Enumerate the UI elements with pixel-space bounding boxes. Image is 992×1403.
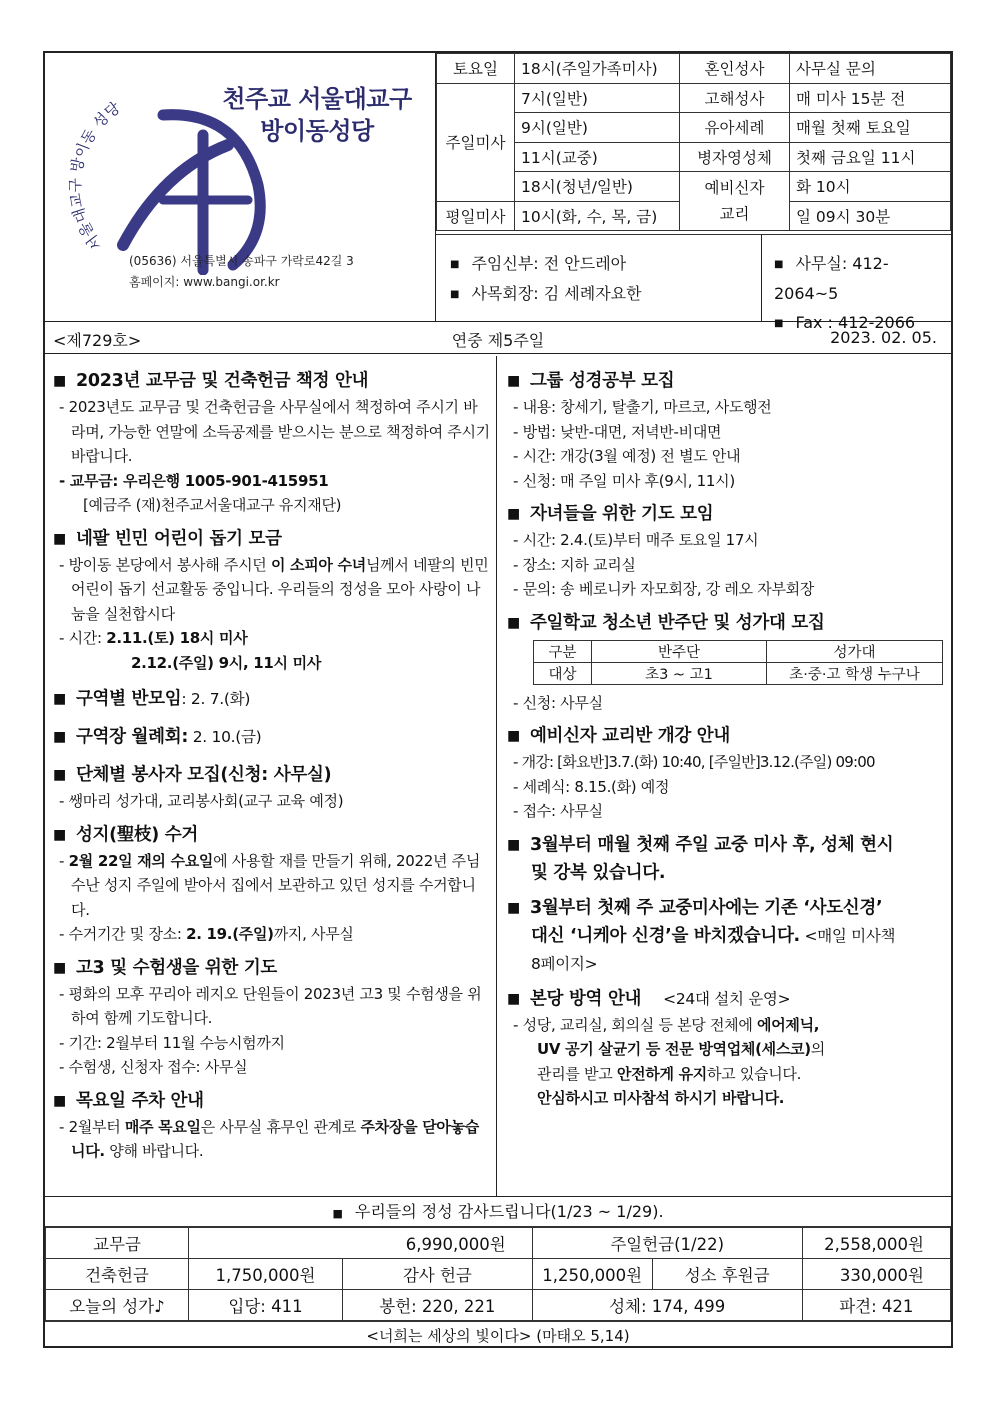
section-value: 2. 10.(금) bbox=[188, 728, 262, 746]
section-children-prayer bbox=[507, 500, 945, 602]
section-youth-choir bbox=[507, 609, 945, 716]
square-bullet-icon: ■ bbox=[53, 729, 66, 745]
contact-info bbox=[762, 234, 951, 332]
section-title: 네팔 빈민 어린이 돕기 모금 bbox=[75, 528, 282, 549]
address-block bbox=[129, 251, 354, 293]
office-phone: 사무실: 412-2064~5 bbox=[774, 254, 889, 303]
church-name bbox=[197, 83, 437, 147]
section-exam-prayer bbox=[53, 954, 490, 1080]
hymn-entrance: 입당: 411 bbox=[189, 1290, 343, 1321]
table-cell: 주일헌금(1/22) bbox=[532, 1228, 802, 1259]
offering-title bbox=[45, 1197, 951, 1227]
square-bullet-icon: ■ bbox=[507, 506, 520, 522]
list-item: - 기간: 2월부터 11월 수능시험까지 bbox=[59, 1033, 285, 1052]
sun-mass-4: 18시(청년/일반) bbox=[515, 172, 680, 202]
bullet-icon: ■ bbox=[332, 1207, 343, 1220]
church-name-line2: 방이동성당 bbox=[260, 117, 374, 145]
section-palm-collection bbox=[53, 821, 490, 947]
bullet-icon: ■ bbox=[774, 318, 784, 329]
section-title: 단체별 봉사자 모집(신청: 사무실) bbox=[75, 765, 332, 785]
list-item: - 시간: 개강(3월 예정) 전 별도 안내 bbox=[513, 447, 741, 465]
hymn-offertory: 봉헌: 220, 221 bbox=[343, 1290, 533, 1321]
section-bible-study bbox=[507, 367, 945, 493]
section-value: : 2. 7.(화) bbox=[181, 690, 251, 708]
wedding-val: 사무실 문의 bbox=[790, 54, 951, 84]
header bbox=[45, 53, 951, 332]
mass-schedule-table bbox=[436, 53, 951, 231]
table-cell: 330,000원 bbox=[802, 1259, 950, 1290]
catechumen-val-2: 일 09시 30분 bbox=[790, 201, 951, 231]
section-title: 3월부터 첫째 주 교중미사에는 기존 ‘사도신경’ bbox=[529, 897, 883, 918]
church-name-line1: 천주교 서울대교구 bbox=[222, 85, 412, 113]
section-catechumen bbox=[507, 722, 945, 824]
sun-mass-2: 9시(일반) bbox=[515, 113, 680, 143]
list-item-cont: 안심하시고 미사참석 하시기 바랍니다. bbox=[537, 1089, 785, 1107]
svg-text:서울대교구 방이동 성당 bbox=[66, 98, 124, 253]
section-title-cont: 및 강복 있습니다. bbox=[531, 862, 666, 883]
council-chair: 사목회장: 김 세례자요한 bbox=[471, 284, 642, 303]
section-title: 3월부터 매월 첫째 주일 교중 미사 후, 성체 현시 bbox=[529, 834, 894, 855]
section-thursday-parking bbox=[53, 1087, 490, 1164]
sat-time: 18시(주일가족미사) bbox=[515, 54, 680, 84]
list-item: - 방법: 낮반-대면, 저녁반-비대면 bbox=[513, 422, 722, 441]
section-subtitle: <24대 설치 운영> bbox=[663, 989, 791, 1008]
table-cell: 감사 헌금 bbox=[343, 1259, 533, 1290]
section-title-cont: 대신 ‘니케아 신경’을 바치겠습니다. bbox=[531, 925, 800, 946]
list-item: - 방이동 본당에서 봉사해 주시던 이 소피아 수녀님께서 네팔의 빈민 어린이 돕기 선교활동 중입니다. 우리들의 정성을 모아 사랑이 나눔을 실천합시다 bbox=[59, 555, 489, 623]
list-item: - 시간: 2.11.(토) 18시 미사 bbox=[59, 629, 248, 647]
list-item: - 신청: 매 주일 미사 후(9시, 11시) bbox=[513, 471, 735, 490]
catechumen-label-2: 교리 bbox=[719, 205, 750, 223]
list-item: - 2023년도 교무금 및 건축헌금을 사무실에서 책정하여 주시기 바라며, 가능한 연말에 소득공제를 받으시는 분으로 책정하여 주시기 바랍니다. bbox=[59, 398, 490, 465]
square-bullet-icon: ■ bbox=[507, 728, 520, 744]
section-offering-notice bbox=[53, 367, 490, 518]
section-title: 목요일 주차 안내 bbox=[75, 1090, 204, 1111]
list-item: - 2월 22일 재의 수요일에 사용할 재를 만들기 위해, 2022년 주님 수난 성지 주일에 받아서 집에서 보관하고 있던 성지를 수거합니다. bbox=[59, 851, 481, 919]
section-nepal bbox=[53, 525, 490, 676]
seal-text: 서울대교구 방이동 성당 bbox=[66, 98, 124, 254]
square-bullet-icon: ■ bbox=[507, 899, 520, 916]
section-adoration bbox=[507, 831, 945, 887]
square-bullet-icon: ■ bbox=[53, 373, 66, 389]
issue-title: 연중 제5주일 bbox=[451, 331, 545, 350]
list-item: - 문의: 송 베로니카 자모회장, 강 레오 자부회장 bbox=[513, 580, 815, 598]
square-bullet-icon: ■ bbox=[53, 826, 66, 843]
issue-bar bbox=[45, 322, 951, 354]
sat-label: 토요일 bbox=[437, 54, 515, 84]
list-item: - 개강: [화요반]3.7.(화) 10:40, [주일반]3.12.(주일) 09:00 bbox=[513, 753, 875, 771]
list-item-cont: 관리를 받고 안전하게 유지하고 있습니다. bbox=[537, 1064, 802, 1083]
section-disinfection bbox=[507, 985, 945, 1111]
weekday-val: 10시(화, 수, 목, 금) bbox=[515, 201, 680, 231]
bullet-icon: ■ bbox=[450, 259, 460, 270]
section-district-meeting bbox=[53, 685, 490, 713]
table-cell: 성소 후원금 bbox=[652, 1259, 802, 1290]
list-item-cont: UV 공기 살균기 등 전문 방역업체(세스코)의 bbox=[537, 1040, 825, 1058]
fax: Fax : 412-2066 bbox=[795, 313, 916, 332]
wedding-label: 혼인성사 bbox=[680, 54, 790, 84]
section-leaders-meeting bbox=[53, 723, 490, 751]
issue-date: 2023. 02. 05. bbox=[830, 328, 937, 347]
table-cell: 교무금 bbox=[46, 1228, 189, 1259]
hymn-recessional: 파견: 421 bbox=[802, 1290, 950, 1321]
list-item: - 수거기간 및 장소: 2. 19.(주일)까지, 사무실 bbox=[59, 925, 354, 943]
section-title: 성지(聖枝) 수거 bbox=[75, 824, 198, 845]
section-volunteers bbox=[53, 761, 490, 814]
hymn-communion: 성체: 174, 499 bbox=[532, 1290, 802, 1321]
table-cell: 6,990,000원 bbox=[189, 1228, 533, 1259]
list-item: - 수험생, 신청자 접수: 사무실 bbox=[59, 1058, 248, 1076]
catechumen-val-1: 화 10시 bbox=[790, 172, 951, 202]
offering-footer bbox=[45, 1196, 951, 1349]
list-item: - 쌩마리 성가대, 교리봉사회(교구 교육 예정) bbox=[59, 792, 344, 810]
square-bullet-icon: ■ bbox=[507, 990, 520, 1007]
section-title: 주일학교 청소년 반주단 및 성가대 모집 bbox=[529, 612, 825, 633]
section-nicene-creed bbox=[507, 894, 945, 978]
table-header: 구분 bbox=[534, 640, 592, 662]
bulletin-page bbox=[43, 51, 953, 1348]
list-item: 2.12.(주일) 9시, 11시 미사 bbox=[131, 653, 322, 672]
list-item: - 2월부터 매주 목요일은 사무실 휴무인 관계로 주차장을 닫아놓습니다. 양해 바랍니다. bbox=[59, 1117, 479, 1160]
table-cell: 초3 ~ 고1 bbox=[592, 662, 767, 684]
left-column bbox=[45, 356, 497, 1196]
hymn-label: 오늘의 성가♪ bbox=[46, 1290, 189, 1321]
sun-label: 주일미사 bbox=[437, 83, 515, 201]
sick-communion-label: 병자영성체 bbox=[680, 142, 790, 172]
list-item: - 성당, 교리실, 회의실 등 본당 전체에 에어제닉, bbox=[513, 1015, 820, 1034]
list-item: - 내용: 창세기, 탈출기, 마르코, 사도행전 bbox=[513, 398, 772, 416]
bullet-icon: ■ bbox=[774, 259, 784, 270]
list-item: - 평화의 모후 꾸리아 레지오 단원들이 2023년 고3 및 수험생을 위하여 함께 기도합니다. bbox=[59, 984, 482, 1027]
right-column bbox=[497, 356, 951, 1196]
address: (05636) 서울특별시 송파구 가락로42길 3 bbox=[129, 254, 354, 268]
bible-verse: <너희는 세상의 빛이다> (마태오 5,14) bbox=[45, 1321, 951, 1349]
list-item: - 시간: 2.4.(토)부터 매주 토요일 17시 bbox=[513, 531, 759, 549]
table-cell: 2,558,000원 bbox=[802, 1228, 950, 1259]
section-title: 고3 및 수험생을 위한 기도 bbox=[75, 957, 278, 978]
square-bullet-icon: ■ bbox=[53, 767, 66, 783]
staff-info bbox=[436, 234, 762, 322]
weekday-label: 평일미사 bbox=[437, 201, 515, 231]
baptism-label: 유아세례 bbox=[680, 113, 790, 143]
section-title: 구역장 월례회: bbox=[75, 727, 189, 747]
section-title: 그룹 성경공부 모집 bbox=[529, 371, 675, 391]
square-bullet-icon: ■ bbox=[53, 959, 66, 976]
square-bullet-icon: ■ bbox=[53, 530, 66, 547]
sick-communion-val: 첫째 금요일 11시 bbox=[790, 142, 951, 172]
catechumen-label-1: 예비신자 bbox=[704, 179, 765, 197]
bullet-icon: ■ bbox=[450, 289, 460, 300]
section-title: 예비신자 교리반 개강 안내 bbox=[529, 726, 730, 746]
offering-title-text: 우리들의 정성 감사드립니다(1/23 ~ 1/29). bbox=[354, 1202, 664, 1221]
list-item: - 접수: 사무실 bbox=[513, 802, 603, 820]
bank-account: - 교무금: 우리은행 1005-901-415951 bbox=[59, 471, 329, 490]
section-title: 구역별 반모임 bbox=[75, 689, 182, 709]
offering-table bbox=[45, 1227, 951, 1321]
list-item: - 장소: 지하 교리실 bbox=[513, 555, 636, 574]
issue-number: <제729호> bbox=[53, 331, 142, 350]
table-cell: 건축헌금 bbox=[46, 1259, 189, 1290]
catechumen-label bbox=[680, 172, 790, 231]
table-cell: 초·중·고 학생 누구나 bbox=[767, 662, 943, 684]
list-item: - 신청: 사무실 bbox=[513, 693, 603, 712]
baptism-val: 매월 첫째 토요일 bbox=[790, 113, 951, 143]
confession-label: 고해성사 bbox=[680, 83, 790, 113]
sun-mass-1: 7시(일반) bbox=[515, 83, 680, 113]
sun-mass-3: 11시(교중) bbox=[515, 142, 680, 172]
section-title: 자녀들을 위한 기도 모임 bbox=[529, 504, 714, 524]
missal-note-cont: 8페이지> bbox=[531, 954, 598, 973]
missal-note: <매일 미사책 bbox=[799, 926, 896, 945]
homepage: 홈페이지: www.bangi.or.kr bbox=[129, 275, 280, 289]
square-bullet-icon: ■ bbox=[53, 691, 66, 707]
table-cell: 1,250,000원 bbox=[532, 1259, 652, 1290]
square-bullet-icon: ■ bbox=[507, 373, 520, 389]
section-title: 본당 방역 안내 bbox=[529, 988, 642, 1009]
list-item: - 세례식: 8.15.(화) 예정 bbox=[513, 777, 670, 796]
square-bullet-icon: ■ bbox=[507, 836, 520, 853]
table-cell: 대상 bbox=[534, 662, 592, 684]
account-holder: [예금주 (재)천주교서울대교구 유지재단) bbox=[83, 496, 342, 514]
pastor: 주임신부: 전 안드레아 bbox=[471, 254, 627, 273]
section-title: 2023년 교무금 및 건축헌금 책정 안내 bbox=[75, 371, 369, 391]
table-header: 성가대 bbox=[767, 640, 943, 662]
choir-table bbox=[533, 640, 943, 685]
table-header: 반주단 bbox=[592, 640, 767, 662]
logo-area bbox=[45, 53, 436, 322]
confession-val: 매 미사 15분 전 bbox=[790, 83, 951, 113]
square-bullet-icon: ■ bbox=[53, 1092, 66, 1109]
square-bullet-icon: ■ bbox=[507, 614, 520, 631]
table-cell: 1,750,000원 bbox=[189, 1259, 343, 1290]
